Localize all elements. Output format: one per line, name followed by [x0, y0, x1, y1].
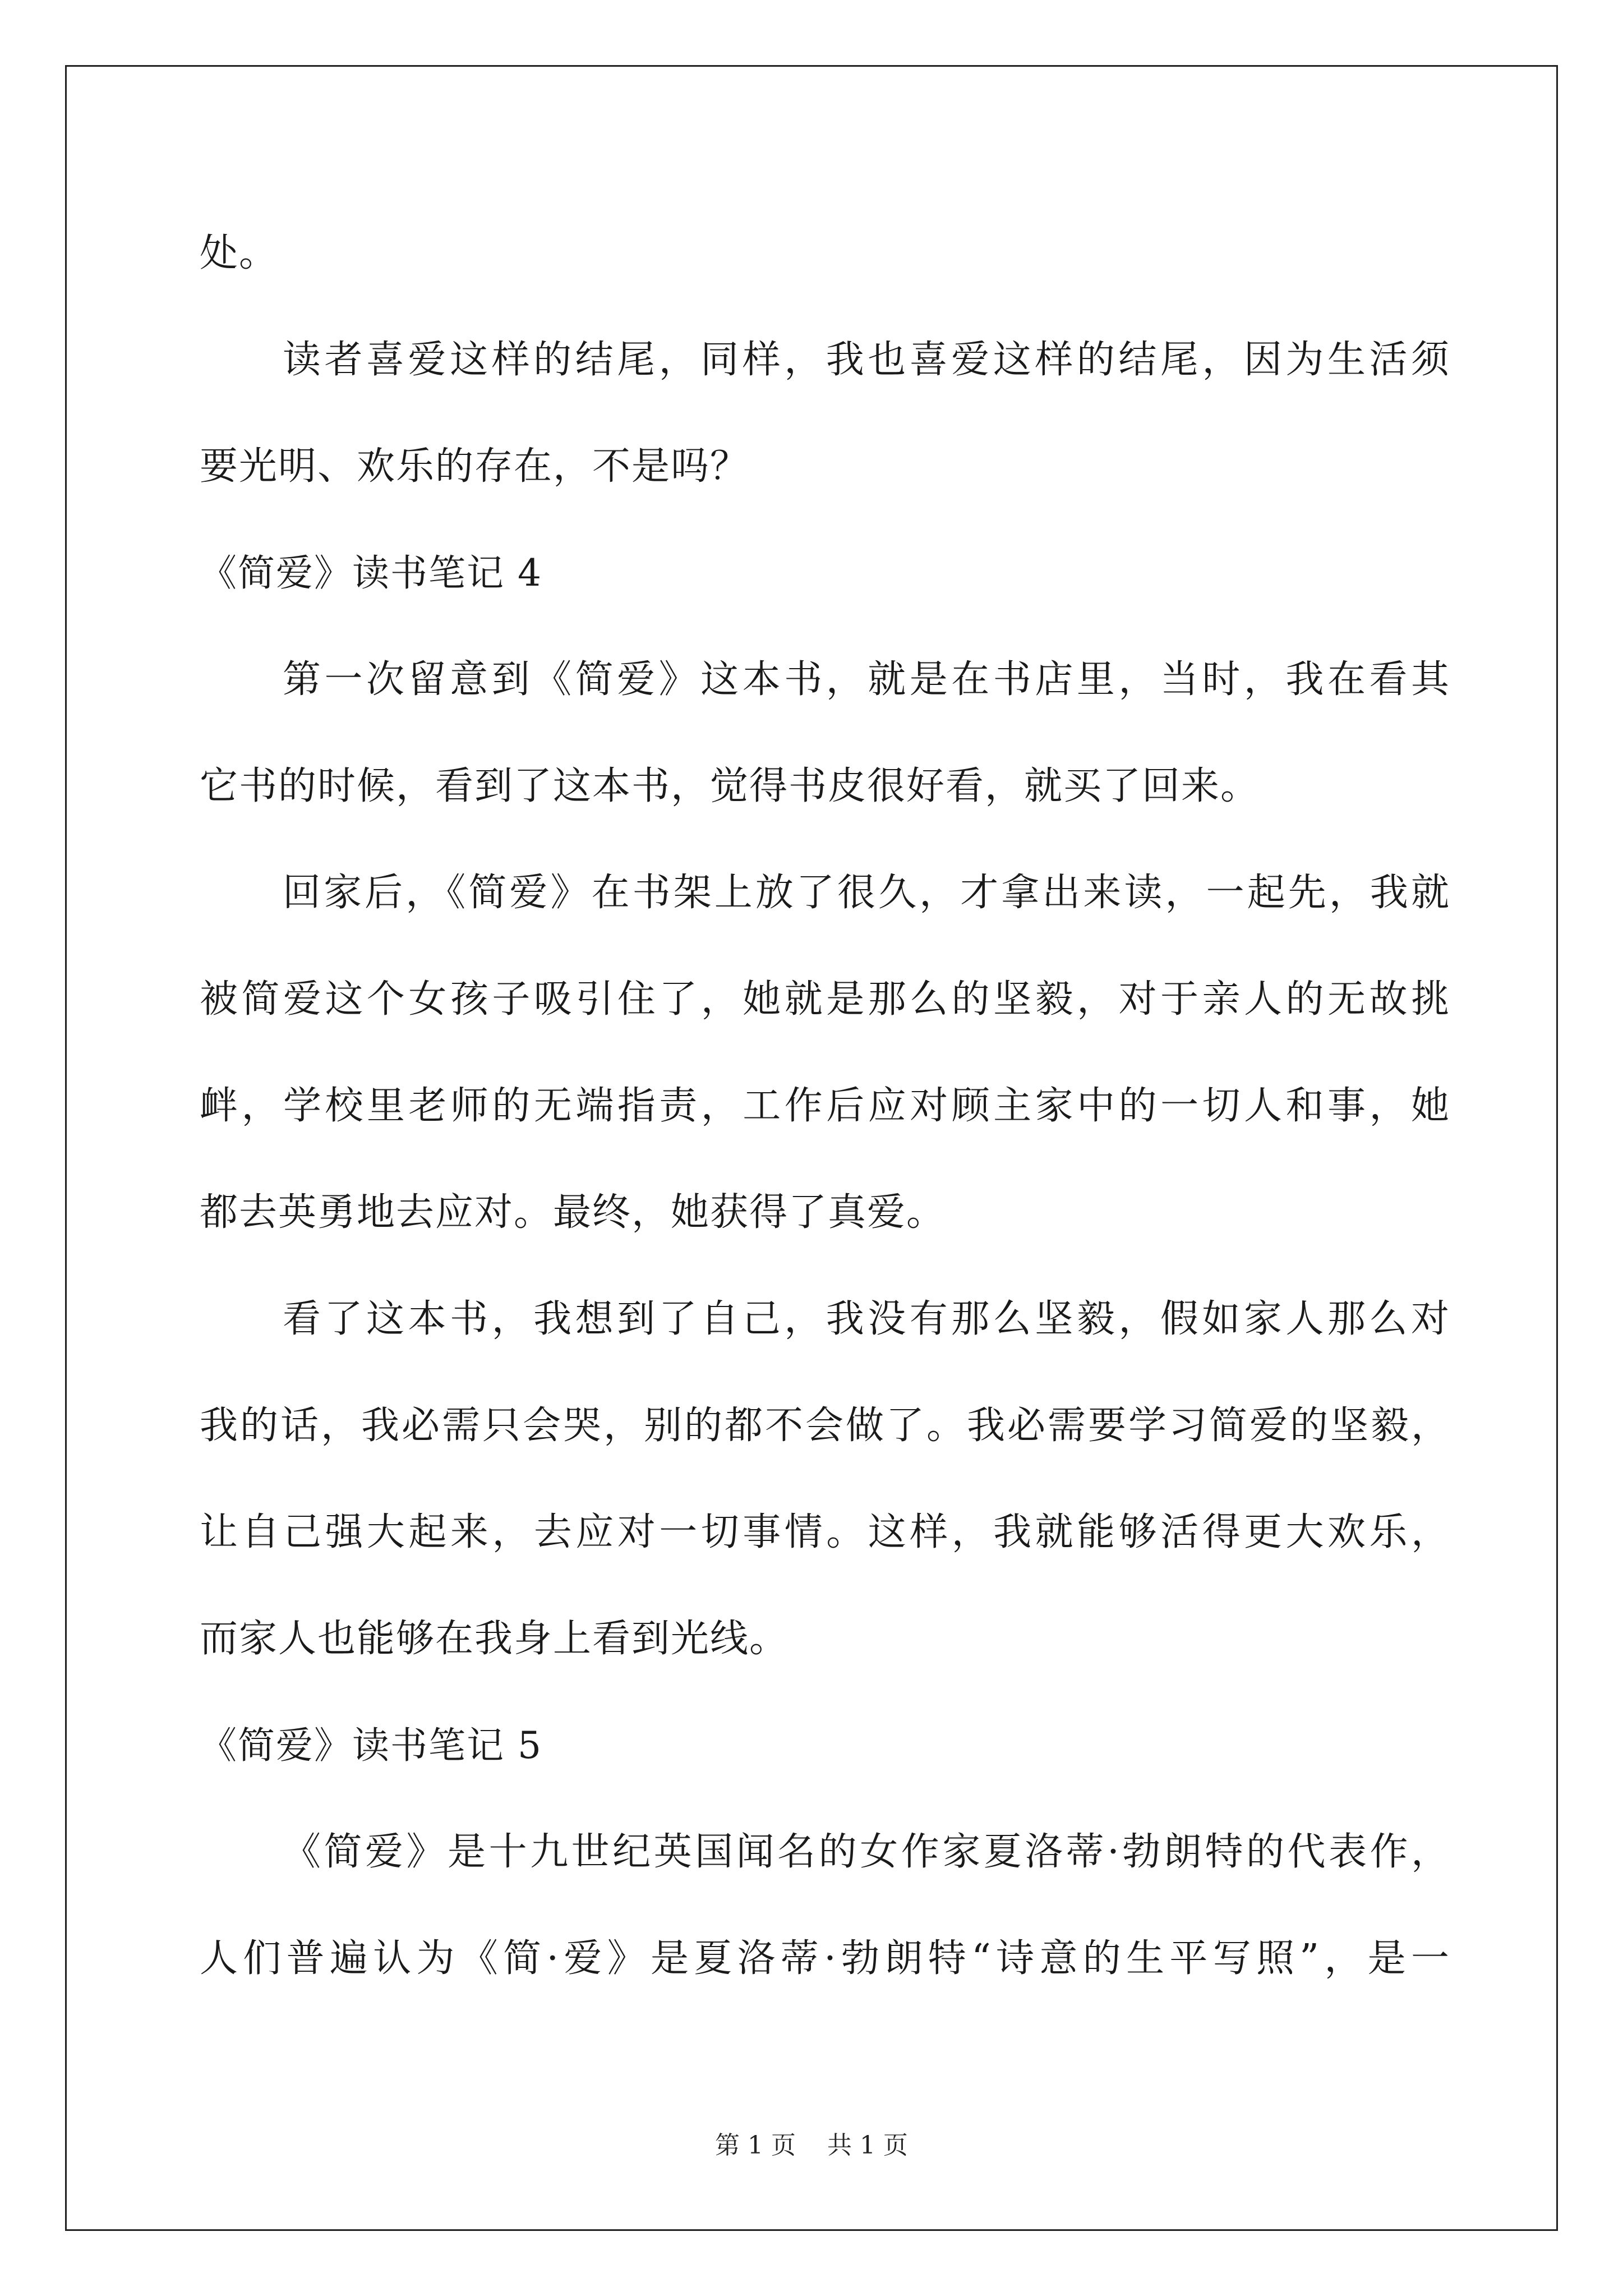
paragraph-line: 《简爱》是十九世纪英国闻名的女作家夏洛蒂·勃朗特的代表作， — [283, 1830, 1450, 1874]
text-line: 它书的时候，看到了这本书，觉得书皮很好看，就买了回来。 — [200, 764, 1260, 808]
text-line: 我的话，我必需只会哭，别的都不会做了。我必需要学习简爱的坚毅， — [200, 1404, 1450, 1448]
text-line: 而家人也能够在我身上看到光线。 — [200, 1617, 789, 1661]
paragraph-line: 回家后，《简爱》在书架上放了很久，才拿出来读，一起先，我就 — [283, 871, 1450, 915]
text-line: 被简爱这个女孩子吸引住了，她就是那么的坚毅，对于亲人的无故挑 — [200, 977, 1450, 1022]
text-line: 让自己强大起来，去应对一切事情。这样，我就能够活得更大欢乐， — [200, 1510, 1450, 1554]
section-heading: 《简爱》读书笔记 5 — [200, 1724, 542, 1767]
paragraph-line: 第一次留意到《简爱》这本书，就是在书店里，当时，我在看其 — [283, 657, 1450, 702]
text-line: 人们普遍认为《简·爱》是夏洛蒂·勃朗特“诗意的生平写照”，是一 — [200, 1936, 1450, 1981]
section-heading: 《简爱》读书笔记 4 — [200, 551, 542, 595]
text-line: 衅，学校里老师的无端指责，工作后应对顾主家中的一切人和事，她 — [200, 1084, 1450, 1128]
paragraph-line: 读者喜爱这样的结尾，同样，我也喜爱这样的结尾，因为生活须 — [283, 338, 1450, 382]
text-line: 处。 — [200, 231, 279, 275]
text-line: 要光明、欢乐的存在，不是吗？ — [200, 444, 750, 489]
text-line: 都去英勇地去应对。最终，她获得了真爱。 — [200, 1190, 946, 1235]
paragraph-line: 看了这本书，我想到了自己，我没有那么坚毅，假如家人那么对 — [283, 1297, 1450, 1341]
page-footer: 第 1 页 共 1 页 — [715, 2131, 908, 2160]
